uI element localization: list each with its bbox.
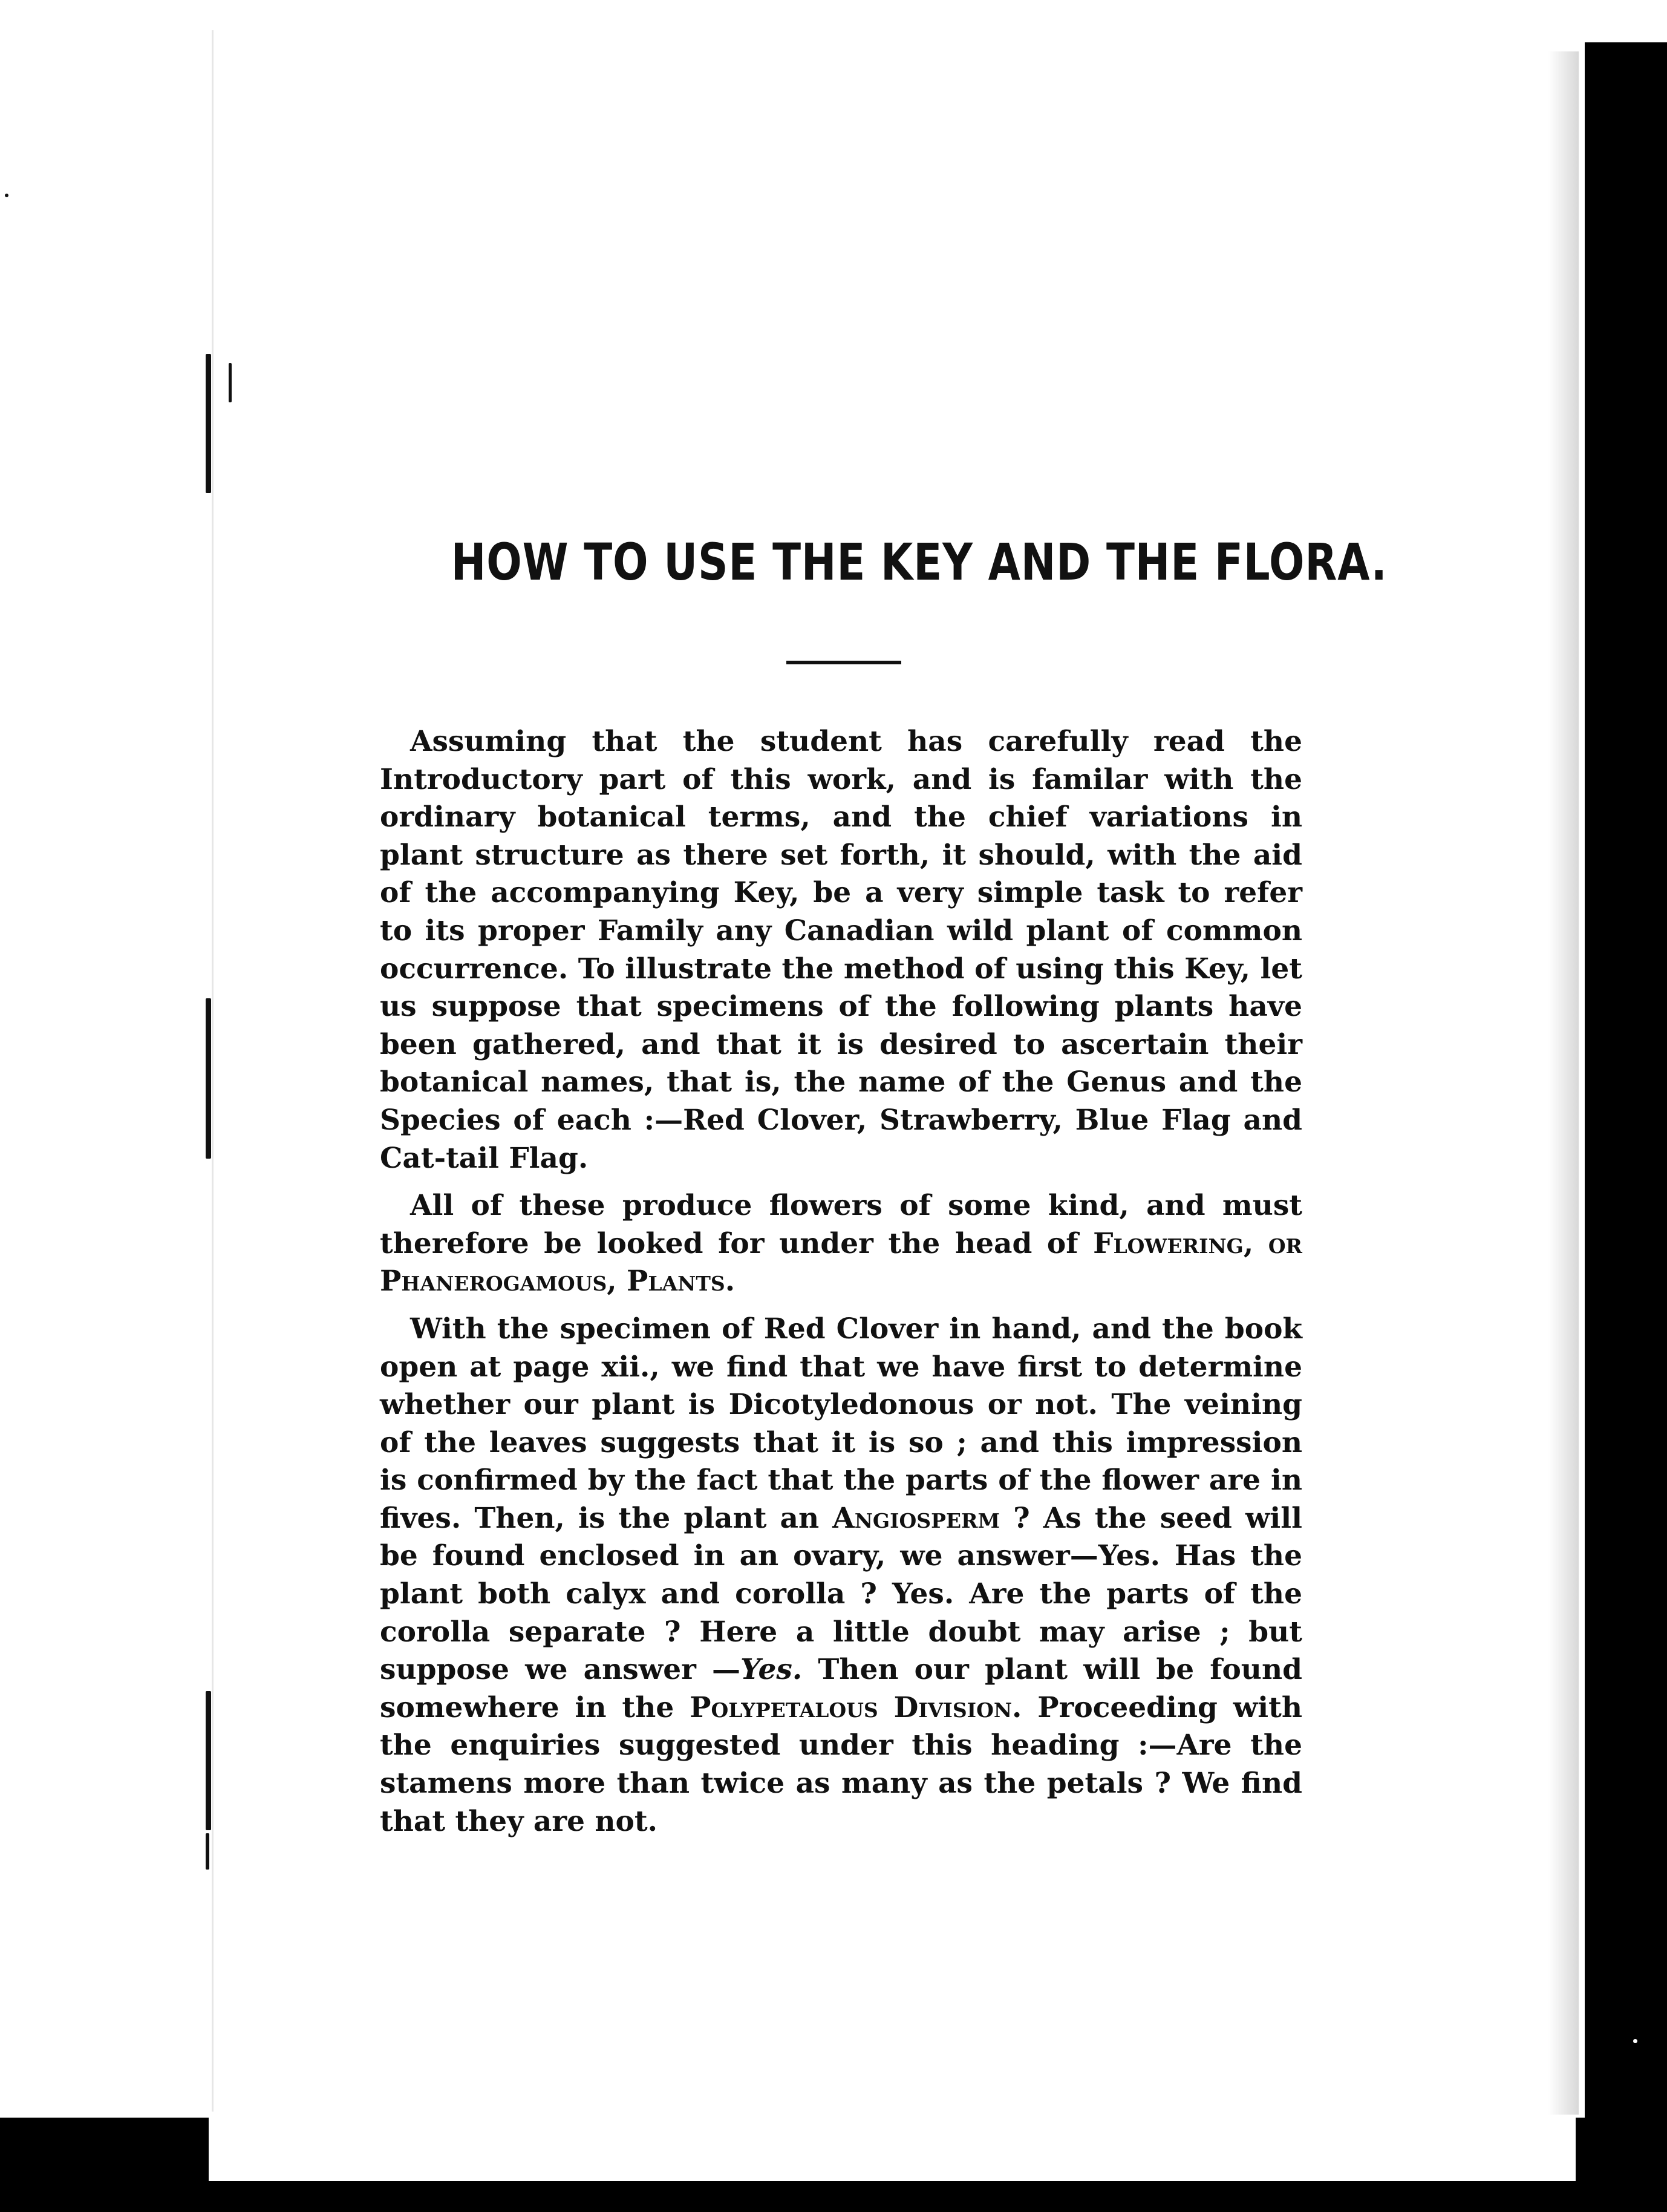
- paragraph-3-part-1: With the specimen of Red Clover in hand, and the book open at page xii., we find that we have first to determine whether our plant is Dicotyledonous or not. The veining of the leaves suggests that it is so ; and this impression is confirmed by the fact that the parts of the flower are in fives. Then, is the plant an: [380, 1312, 1302, 1535]
- paragraph-3-part-3: Then our plant will be found somewhere in the: [380, 1653, 1303, 1724]
- binding-mark: [206, 1691, 211, 1830]
- binding-mark: [206, 1833, 209, 1870]
- paragraph-3-part-4: . Proceeding with the enquiries suggested under this heading :—Are the stamens more than twice as many as the petals ? We find that they are not.: [380, 1690, 1302, 1838]
- small-caps-term: Angiosperm: [832, 1501, 1000, 1535]
- binding-mark: [229, 363, 232, 402]
- title-rule: [786, 661, 901, 664]
- binding-mark: [206, 354, 211, 493]
- paragraph-2: [380, 1187, 1302, 1301]
- scan-border-right: [1585, 42, 1667, 2212]
- scan-speck: [5, 194, 8, 197]
- paragraph-1: Assuming that the student has carefully read the Introductory part of this work, and is familar with the ordinary botanical terms, and the chief variations in plant structure as there set forth, it should, with the aid of the accompanying Key, be a very simple task to refer to its proper Family any Canadian wild plant of common occurrence. To illustrate the method of using this Key, let us suppose that specimens of the following plants have been gathered, and that it is desired to ascertain their botanical names, that is, the name of the Genus and the Species of each :—Red Clover, Strawberry, Blue Flag and Cat-tail Flag.: [380, 725, 1302, 1175]
- binding-mark: [206, 998, 211, 1159]
- page-title: HOW TO USE THE KEY AND THE FLORA.: [451, 532, 1388, 592]
- small-caps-term: Polypetalous Division: [690, 1690, 1013, 1724]
- scan-speck: [1633, 2039, 1637, 2043]
- binding-line: [212, 30, 214, 2112]
- paragraph-2-text: All of these produce flowers of some kind, and must therefore be looked for under the head of: [380, 1189, 1302, 1260]
- page-edge-shadow: [1548, 51, 1579, 2115]
- body-text: [380, 723, 1302, 1850]
- paragraph-3: [380, 1311, 1302, 1841]
- italic-term: Yes.: [740, 1653, 803, 1687]
- paragraph-2-end: .: [725, 1265, 736, 1298]
- small-caps-term: Flowering, or Phanerogamous, Plants: [380, 1226, 1302, 1298]
- paragraph-3-part-2: ? As the seed will be found enclosed in an ovary, we answer—Yes. Has the plant both calyx and corolla ? Yes. Are the parts of the corolla separate ? Here a little doubt may arise ; but suppose we answer —: [380, 1501, 1302, 1687]
